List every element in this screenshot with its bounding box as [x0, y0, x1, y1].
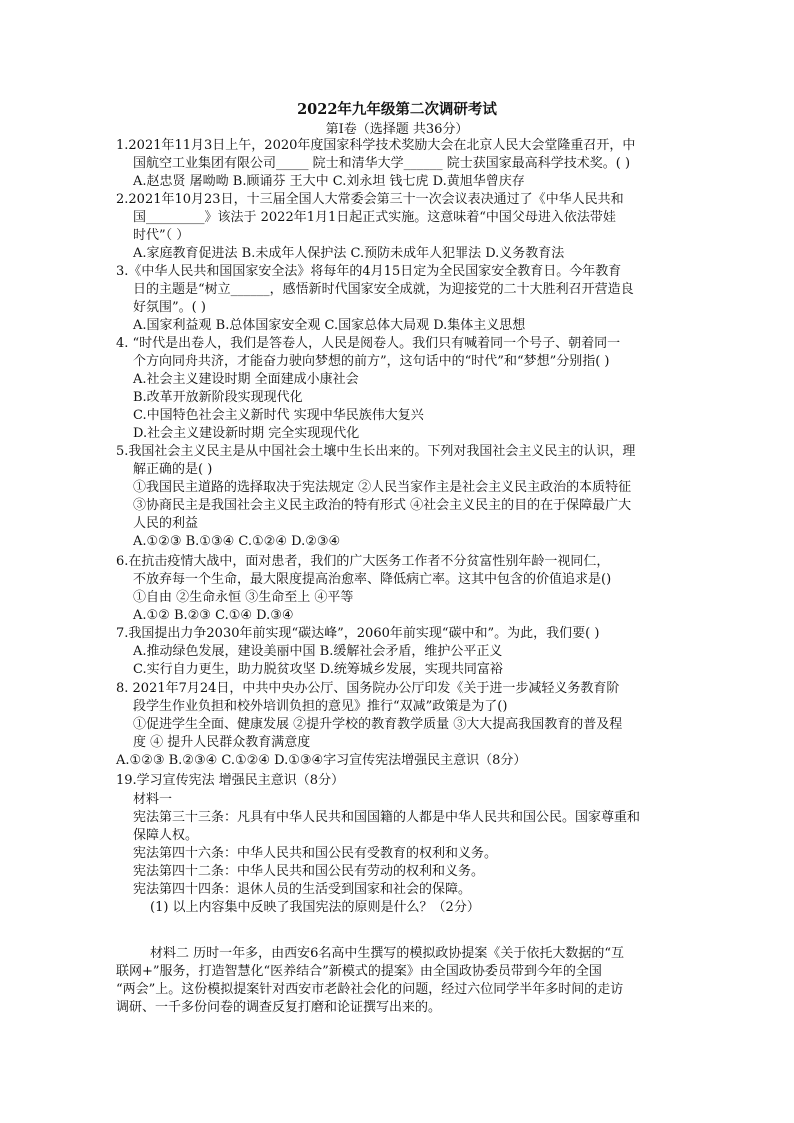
question-2-line-1: 2.2021年10月23日，十三届全国人大常委会第三十一次会议表决通过了《中华人民共和 [116, 192, 624, 207]
question-3-line-1: 3.《中华人民共和国国家安全法》将每年的4月15日定为全民国家安全教育日。今年教育 [116, 264, 622, 279]
question-1-options: A.赵忠贤 屠呦呦 B.顾诵芬 王大中 C.刘永坦 钱七虎 D.黄旭华曾庆存 [133, 174, 525, 189]
material-1-label: 材料一 [133, 792, 173, 807]
question-4-option-c: C.中国特色社会主义新时代 实现中华民族伟大复兴 [133, 408, 424, 423]
question-5-line-2: 解正确的是( ) [133, 462, 213, 477]
question-5-statement-3: 人民的利益 [133, 516, 199, 531]
exam-title: 2022年九年级第二次调研考试 [297, 101, 497, 118]
article-33-line-1: 宪法第三十三条：凡具有中华人民共和国国籍的人都是中华人民共和国公民。国家尊重和 [133, 810, 641, 825]
question-5-options: A.①②③ B.①③④ C.①②④ D.②③④ [133, 534, 341, 549]
question-2-options: A.家庭教育促进法 B.未成年人保护法 C.预防未成年人犯罪法 D.义务教育法 [133, 246, 565, 261]
article-44: 宪法第四十四条：退休人员的生活受到国家和社会的保障。 [133, 882, 472, 897]
question-4-option-d: D.社会主义建设新时期 完全实现现代化 [133, 426, 360, 441]
question-8-line-1: 8. 2021年7月24日，中共中央办公厅、国务院办公厅印发《关于进一步减轻义务教育阶 [116, 681, 620, 696]
question-3-line-2: 日的主题是“树立______，感悟新时代国家安全成就，为迎接党的二十大胜利召开营造良 [133, 282, 634, 297]
question-5-statement-2: ③协商民主是我国社会主义民主政治的特有形式 ④社会主义民主的目的在于保障最广大 [133, 498, 632, 513]
question-4-line-2: 个方向同舟共济，才能奋力驶向梦想的前方”，这句话中的“时代”和“梦想”分别指( ) [133, 354, 610, 369]
question-6-line-2: 不放弃每一个生命，最大限度提高治愈率、降低病亡率。这其中包含的价值追求是() [133, 572, 612, 587]
question-8-line-2: 段学生作业负担和校外培训负担的意见》推行“双减”政策是为了() [133, 699, 508, 714]
question-6-options: A.①② B.②③ C.①④ D.③④ [133, 608, 294, 623]
question-6-statements: ①自由 ②生命永恒 ③生命至上 ④平等 [133, 590, 354, 605]
question-2-line-2: 国_________》该法于 2022年1月1日起正式实施。这意味着“中国父母进入依法带娃 [133, 210, 616, 225]
question-1-line-1: 1.2021年11月3日上午，2020年度国家科学技术奖励大会在北京人民大会堂隆重召开，中 [116, 138, 636, 153]
question-3-line-3: 好氛围”。( ) [133, 300, 206, 315]
question-8-statement-2: 度 ④ 提升人民群众教育满意度 [133, 735, 311, 750]
material-2-line-1: 材料二 历时一年多，由西安6名高中生撰写的模拟政协提案《关于依托大数据的“互 [150, 946, 625, 961]
material-2-line-4: 调研、一千多份问卷的调查反复打磨和论证撰写出来的。 [116, 1000, 442, 1015]
question-8-statement-1: ①促进学生全面、健康发展 ②提升学校的教育教学质量 ③大大提高我国教育的普及程 [133, 717, 623, 732]
question-2-line-3: 时代”（ ） [133, 228, 190, 243]
material-2-line-2: 联网+”服务，打造智慧化“医养结合”新模式的提案》由全国政协委员带到今年的全国 [116, 964, 602, 979]
question-5-line-1: 5.我国社会主义民主是从中国社会土壤中生长出来的。下列对我国社会主义民主的认识，理 [116, 444, 636, 459]
article-42: 宪法第四十二条：中华人民共和国公民有劳动的权利和义务。 [133, 864, 485, 879]
question-7-options-ab: A.推动绿色发展，建设美丽中国 B.缓解社会矛盾，维护公平正义 [133, 644, 503, 659]
question-8-options: A.①②③ B.②③④ C.①②④ D.①③④字习宣传宪法增强民主意识（8分） [116, 753, 527, 768]
question-6-line-1: 6.在抗击疫情大战中，面对患者，我们的广大医务工作者不分贫富性别年龄一视同仁， [116, 554, 610, 569]
question-5-statement-1: ①我国民主道路的选择取决于宪法规定 ②人民当家作主是社会主义民主政治的本质特征 [133, 480, 632, 495]
question-3-options: A.国家利益观 B.总体国家安全观 C.国家总体大局观 D.集体主义思想 [133, 318, 526, 333]
question-1-line-2: 国航空工业集团有限公司_____ 院士和清华大学______ 院士获国家最高科学技术奖。( ) [133, 156, 631, 171]
question-4-option-b: B.改革开放新阶段实现现代化 [133, 390, 303, 405]
question-19-heading: 19.学习宣传宪法 增强民主意识（8分） [116, 773, 345, 788]
material-2-line-3: “两会”上。这份模拟提案针对西安市老龄社会化的问题，经过六位同学半年多时间的走访 [116, 982, 624, 997]
article-46: 宪法第四十六条：中华人民共和国公民有受教育的权利和义务。 [133, 846, 498, 861]
section-subtitle: 第Ⅰ卷（选择题 共36分） [325, 122, 469, 137]
sub-question-1: (1) 以上内容集中反映了我国宪法的原则是什么？（2分） [150, 900, 480, 915]
question-7-options-cd: C.实行自力更生，助力脱贫攻坚 D.统筹城乡发展，实现共同富裕 [133, 662, 503, 677]
question-4-option-a: A.社会主义建设时期 全面建成小康社会 [133, 372, 359, 387]
article-33-line-2: 保障人权。 [133, 828, 199, 843]
question-7-line-1: 7.我国提出力争2030年前实现“碳达峰”，2060年前实现“碳中和”。为此，我们要( ) [116, 626, 600, 641]
question-4-line-1: 4. “时代是出卷人，我们是答卷人，人民是阅卷人。我们只有喊着同一个号子、朝着同一 [116, 336, 621, 351]
